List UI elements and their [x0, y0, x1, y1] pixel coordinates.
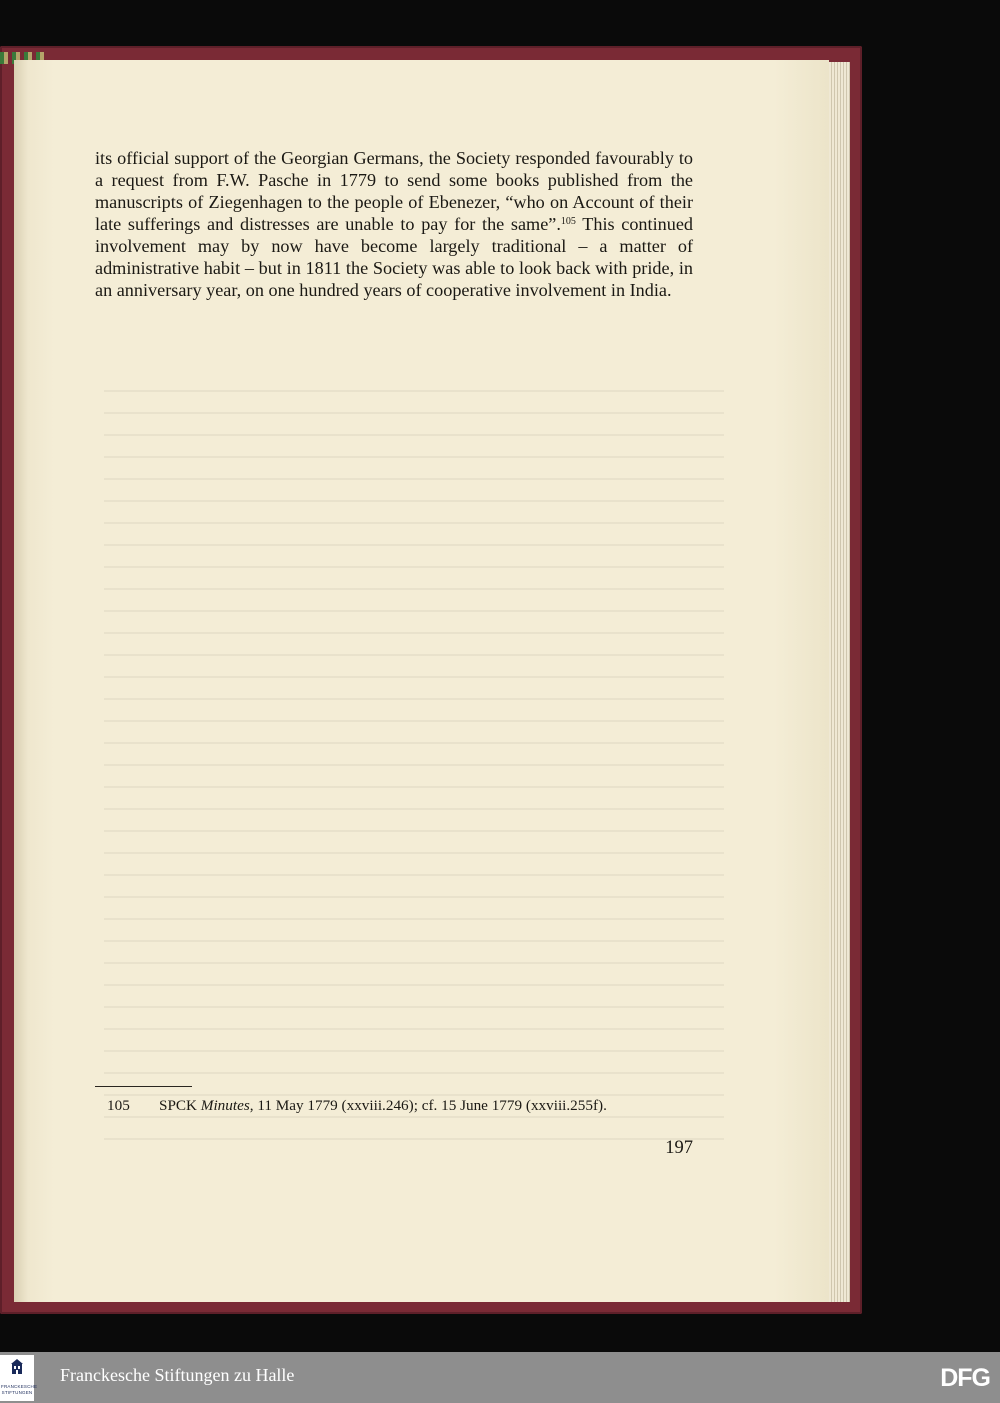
page-number: 197	[665, 1138, 693, 1158]
logo-caption-line2: STIFTUNGEN	[1, 1390, 33, 1395]
logo-caption	[1, 1384, 38, 1396]
institution-name[interactable]: Franckesche Stiftungen zu Halle	[60, 1365, 295, 1385]
dfg-logo[interactable]: DFG	[940, 1364, 990, 1392]
footnote-text-end: , 11 May 1779 (xxviii.246); cf. 15 June 1779 (xxviii.255f).	[249, 1097, 607, 1114]
footnote-text-start: SPCK	[159, 1097, 201, 1114]
footnote-separator	[95, 1086, 192, 1087]
footnote-reference: 105	[560, 216, 576, 227]
footnote-number: 105	[107, 1097, 130, 1114]
paragraph-text-part2: This continued involvement may by now have become largely traditional – a matter of administrative habit – but in 1811 the Society was able to look back with pride, in an anniversary year, on one hundred years of cooperative involvement in India.	[95, 214, 693, 300]
paragraph-text-part1: its official support of the Georgian Germans, the Society responded favourably to a request from F.W. Pasche in 1779 to send some books published from the manuscripts of Ziegenhagen to the people of Ebenezer, “who on Account of their late sufferings and distresses are unable to pay for the same”.	[95, 148, 693, 234]
footnote-italic-title: Minutes	[200, 1097, 250, 1114]
franckesche-stiftungen-logo[interactable]	[0, 1355, 38, 1401]
bleed-through	[104, 390, 724, 1150]
logo-caption-line1: FRANCKESCHE	[1, 1384, 38, 1389]
building-icon	[11, 1359, 23, 1375]
footer-bar	[0, 1352, 1000, 1403]
body-paragraph	[95, 147, 693, 301]
footnote	[107, 1096, 693, 1115]
